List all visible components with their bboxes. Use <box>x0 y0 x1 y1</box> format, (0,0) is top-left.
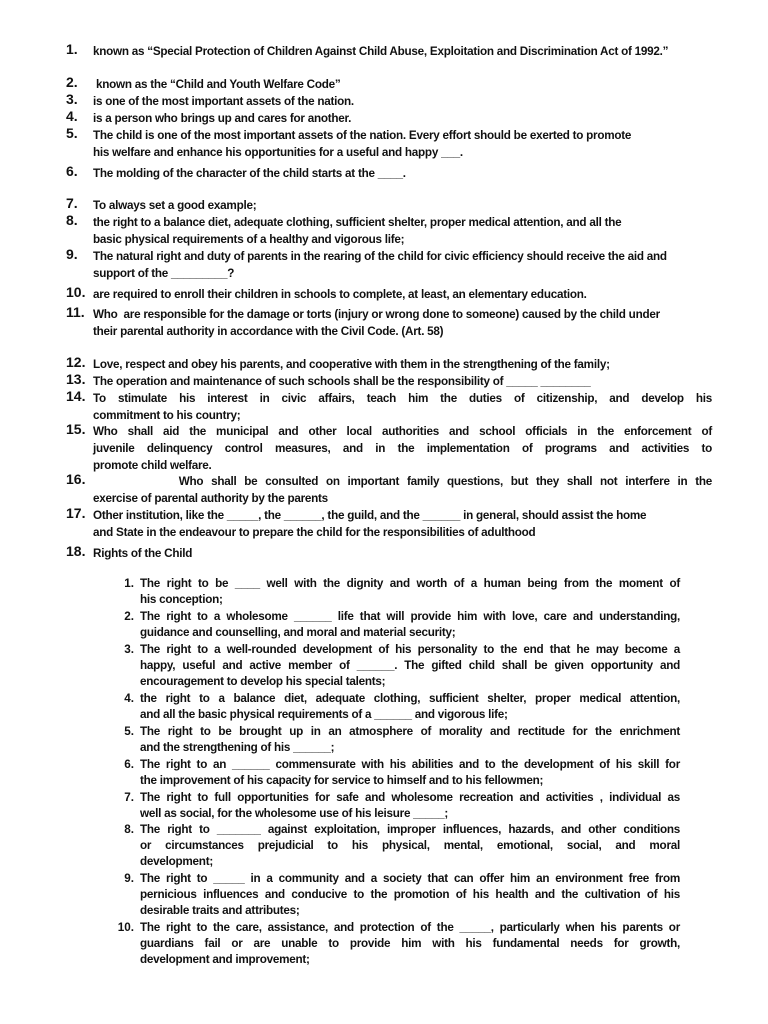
right-text <box>140 691 680 723</box>
question-number: 16. <box>66 471 86 487</box>
question-line: known as the “Child and Youth Welfare Code” <box>93 78 341 91</box>
question-text <box>93 110 712 127</box>
right-text <box>140 920 680 968</box>
right-line: pernicious influences and conducive to the promotion of his health and the cultivation of his <box>140 888 680 901</box>
question-line: promote child welfare. <box>93 459 212 472</box>
question-line: his welfare and enhance his opportunities for a useful and happy ___. <box>93 146 463 159</box>
question-line: To stimulate his interest in civic affairs, teach him the duties of citizenship, and develop his <box>93 392 712 405</box>
question-18 <box>66 545 712 562</box>
question-line: basic physical requirements of a healthy and vigorous life; <box>93 233 405 246</box>
question-text <box>93 127 712 161</box>
question-text <box>93 197 712 214</box>
question-11 <box>66 306 712 340</box>
question-number: 8. <box>66 212 78 228</box>
question-text <box>93 286 712 303</box>
question-text <box>93 356 712 373</box>
question-text <box>93 545 712 562</box>
question-number: 17. <box>66 505 86 521</box>
question-number: 15. <box>66 421 86 437</box>
right-9 <box>110 871 680 919</box>
right-number: 4. <box>124 692 134 705</box>
right-text <box>140 576 680 608</box>
right-7 <box>110 790 680 822</box>
question-3 <box>66 93 712 110</box>
right-line: and all the basic physical requirements of a ______ and vigorous life; <box>140 708 508 721</box>
right-line: encouragement to develop his special talents; <box>140 675 386 688</box>
question-line: Who shall be consulted on important family questions, but they shall not interfere in the <box>93 475 712 488</box>
right-line: The right to be brought up in an atmosphere of morality and rectitude for the enrichment <box>140 725 680 738</box>
right-number: 6. <box>124 758 134 771</box>
right-number: 7. <box>124 791 134 804</box>
question-line: the right to a balance diet, adequate clothing, sufficient shelter, proper medical attention, and all the <box>93 216 622 229</box>
right-number: 9. <box>124 872 134 885</box>
right-line: his conception; <box>140 593 223 606</box>
question-line: commitment to his country; <box>93 409 241 422</box>
right-10 <box>110 920 680 968</box>
question-line: their parental authority in accordance with the Civil Code. (Art. 58) <box>93 325 444 338</box>
question-10 <box>66 286 712 303</box>
right-line: The right to _______ against exploitation, improper influences, hazards, and other conditions <box>140 823 680 836</box>
right-number: 2. <box>124 610 134 623</box>
right-line: The right to an ______ commensurate with his abilities and to the development of his skill for <box>140 758 680 771</box>
question-line: support of the _________? <box>93 267 235 280</box>
question-text <box>93 473 712 507</box>
question-number: 3. <box>66 91 78 107</box>
question-line: Who are responsible for the damage or torts (injury or wrong done to someone) caused by the child under <box>93 308 660 321</box>
question-number: 1. <box>66 41 78 57</box>
question-12 <box>66 356 712 373</box>
question-5 <box>66 127 712 161</box>
question-number: 18. <box>66 543 86 559</box>
question-number: 11. <box>66 304 85 320</box>
right-line: and the strengthening of his ______; <box>140 741 335 754</box>
question-line: is a person who brings up and cares for another. <box>93 112 352 125</box>
right-line: guardians fail or are unable to provide him with his fundamental needs for growth, <box>140 937 680 950</box>
question-text <box>93 76 712 93</box>
right-text <box>140 871 680 919</box>
right-line: The right to a wholesome ______ life that will provide him with love, care and understanding, <box>140 610 680 623</box>
question-number: 4. <box>66 108 78 124</box>
right-line: The right to full opportunities for safe and wholesome recreation and activities , individual as <box>140 791 680 804</box>
right-line: The right to _____ in a community and a society that can offer him an environment free from <box>140 872 680 885</box>
question-number: 12. <box>66 354 86 370</box>
question-2 <box>66 76 712 93</box>
question-text <box>93 306 712 340</box>
right-text <box>140 609 680 641</box>
right-number: 10. <box>117 921 134 934</box>
right-number: 3. <box>124 643 134 656</box>
question-line: is one of the most important assets of the nation. <box>93 95 354 108</box>
question-8 <box>66 214 712 248</box>
question-line: The operation and maintenance of such schools shall be the responsibility of _____ ________ <box>93 375 591 388</box>
question-text <box>93 390 712 424</box>
question-13 <box>66 373 712 390</box>
right-5 <box>110 724 680 756</box>
question-16 <box>66 473 712 507</box>
right-line: desirable traits and attributes; <box>140 904 300 917</box>
question-text <box>93 93 712 110</box>
question-line: The molding of the character of the child starts at the ____. <box>93 167 406 180</box>
right-6 <box>110 757 680 789</box>
right-line: The right to the care, assistance, and protection of the _____, particularly when his parents or <box>140 921 680 934</box>
question-line: The natural right and duty of parents in the rearing of the child for civic efficiency should receive the aid and <box>93 250 667 263</box>
right-line: The right to be ____ well with the dignity and worth of a human being from the moment of <box>140 577 680 590</box>
right-line: the improvement of his capacity for service to himself and to his fellowmen; <box>140 774 544 787</box>
right-text <box>140 724 680 756</box>
right-text <box>140 757 680 789</box>
question-number: 7. <box>66 195 78 211</box>
question-text <box>93 43 712 60</box>
question-7 <box>66 197 712 214</box>
question-text <box>93 165 712 182</box>
right-3 <box>110 642 680 690</box>
right-text <box>140 642 680 690</box>
right-number: 8. <box>124 823 134 836</box>
question-14 <box>66 390 712 424</box>
right-1 <box>110 576 680 608</box>
right-2 <box>110 609 680 641</box>
question-number: 10. <box>66 284 86 300</box>
right-line: well as social, for the wholesome use of his leisure _____; <box>140 807 449 820</box>
question-line: The child is one of the most important assets of the nation. Every effort should be exerted to promote <box>93 129 632 142</box>
right-4 <box>110 691 680 723</box>
section-heading-rights: Rights of the Child <box>93 547 193 560</box>
question-number: 13. <box>66 371 86 387</box>
right-line: development; <box>140 855 213 868</box>
question-number: 5. <box>66 125 78 141</box>
question-line: known as “Special Protection of Children Against Child Abuse, Exploitation and Discrimination Act of 1992.” <box>93 45 669 58</box>
right-number: 1. <box>124 577 134 590</box>
question-line: are required to enroll their children in schools to complete, at least, an elementary education. <box>93 288 587 301</box>
question-text <box>93 423 712 474</box>
right-line: development and improvement; <box>140 953 310 966</box>
question-line: Love, respect and obey his parents, and cooperative with them in the strengthening of the family; <box>93 358 610 371</box>
right-line: happy, useful and active member of ______. The gifted child shall be given opportunity and <box>140 659 680 672</box>
right-line: the right to a balance diet, adequate clothing, sufficient shelter, proper medical attention, <box>140 692 680 705</box>
right-line: guidance and counselling, and moral and material security; <box>140 626 456 639</box>
question-number: 6. <box>66 163 78 179</box>
question-line: To always set a good example; <box>93 199 257 212</box>
question-text <box>93 373 712 390</box>
question-text <box>93 248 712 282</box>
question-4 <box>66 110 712 127</box>
question-text <box>93 214 712 248</box>
question-6 <box>66 165 712 182</box>
question-number: 9. <box>66 246 78 262</box>
right-8 <box>110 822 680 870</box>
question-17 <box>66 507 712 541</box>
question-line: Who shall aid the municipal and other local authorities and school officials in the enforcement of <box>93 425 712 438</box>
question-line: Other institution, like the _____, the ______, the guild, and the ______ in general, should assist the home <box>93 509 647 522</box>
right-text <box>140 822 680 870</box>
question-number: 14. <box>66 388 86 404</box>
right-text <box>140 790 680 822</box>
right-number: 5. <box>124 725 134 738</box>
question-line: exercise of parental authority by the parents <box>93 492 328 505</box>
question-line: and State in the endeavour to prepare the child for the responsibilities of adulthood <box>93 526 536 539</box>
question-text <box>93 507 712 541</box>
question-1 <box>66 43 712 60</box>
question-9 <box>66 248 712 282</box>
right-line: The right to a well-rounded development of his personality to the end that he may become a <box>140 643 680 656</box>
question-line: juvenile delinquency control measures, and in the implementation of programs and activities to <box>93 442 712 455</box>
question-15 <box>66 423 712 474</box>
right-line: or circumstances prejudicial to his physical, mental, emotional, social, and moral <box>140 839 680 852</box>
question-number: 2. <box>66 74 78 90</box>
